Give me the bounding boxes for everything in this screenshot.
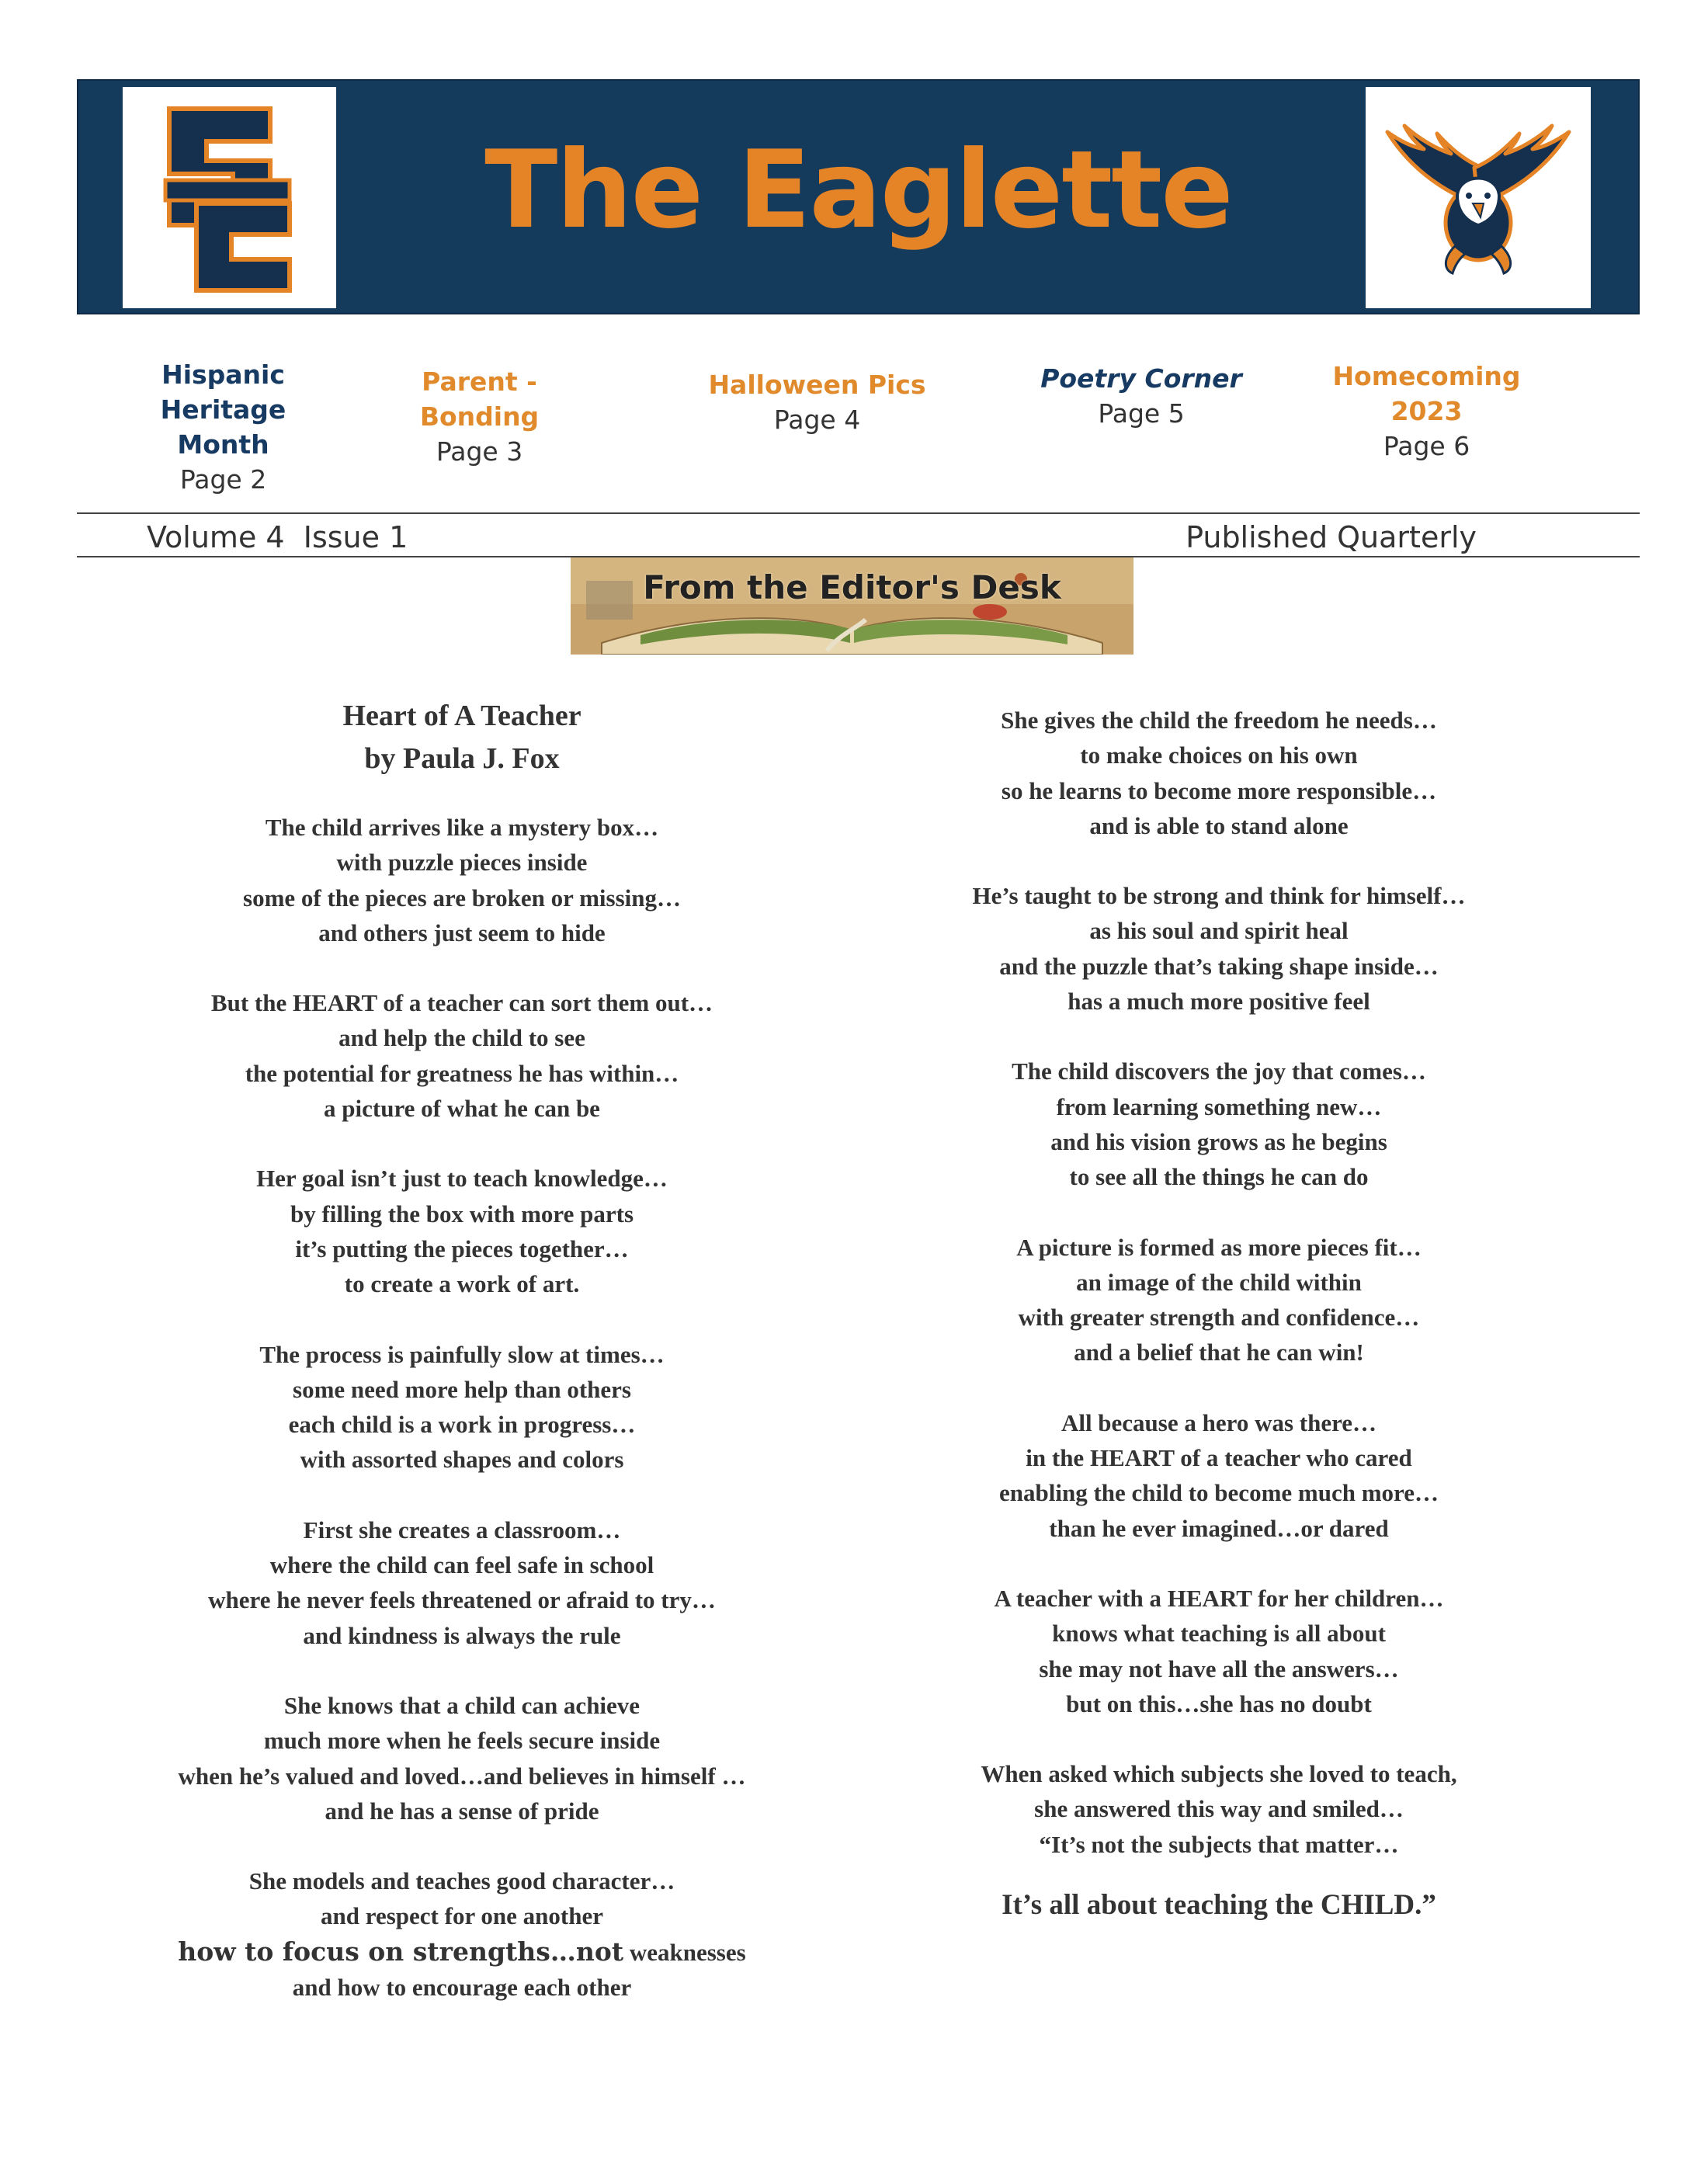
poem-line: “It’s not the subjects that matter… <box>1039 1830 1399 1858</box>
poem-line: from learning something new… <box>1056 1092 1382 1120</box>
poem-line: and is able to stand alone <box>1089 811 1349 839</box>
poem-line: But the HEART of a teacher can sort them out… <box>210 989 713 1017</box>
toc-item-parent-bonding[interactable] <box>365 364 594 469</box>
masthead <box>77 79 1640 314</box>
poem-line: some of the pieces are broken or missing… <box>243 884 681 912</box>
stanza <box>144 1688 780 1828</box>
volume-issue: Volume 4 Issue 1 <box>147 520 408 554</box>
poem-line: with greater strength and confidence… <box>1018 1304 1420 1332</box>
poem-line: and the puzzle that’s taking shape inside… <box>999 952 1439 980</box>
stanza <box>901 1054 1537 1194</box>
poem-line: and how to encourage each other <box>292 1974 632 2002</box>
toc-page: Page 5 <box>1098 398 1185 429</box>
poem-line <box>144 1934 780 1970</box>
poem-line: Her goal isn’t just to teach knowledge… <box>256 1165 668 1193</box>
poem-line: enabling the child to become much more… <box>998 1479 1439 1507</box>
table-of-contents <box>0 357 1708 495</box>
poem-line: with puzzle pieces inside <box>336 849 588 877</box>
newsletter-title: The Eaglette <box>484 127 1232 252</box>
poem-line: The child discovers the joy that comes… <box>1012 1057 1426 1085</box>
poem-line: She models and teaches good character… <box>248 1867 675 1895</box>
divider-top <box>77 512 1640 514</box>
toc-page: Page 4 <box>773 405 861 435</box>
poem-line: with assorted shapes and colors <box>300 1446 624 1474</box>
stanza <box>901 1581 1537 1721</box>
poem-line: The child arrives like a mystery box… <box>265 814 659 841</box>
sc-monogram-logo <box>123 87 336 308</box>
poem-line: A picture is formed as more pieces fit… <box>1016 1233 1422 1261</box>
poem-line: it’s putting the pieces together… <box>295 1235 629 1262</box>
poem-line: some need more help than others <box>293 1375 631 1403</box>
poem-line: All because a hero was there… <box>1061 1408 1377 1436</box>
stanza <box>144 1512 780 1653</box>
banner-title: From the Editor's Desk <box>643 568 1061 606</box>
poem-line: A teacher with a HEART for her children… <box>994 1584 1444 1612</box>
poem-line: and his vision grows as he begins <box>1050 1127 1387 1155</box>
poem-line: much more when he feels secure inside <box>263 1727 661 1755</box>
toc-page: Page 6 <box>1383 431 1470 461</box>
toc-item-homecoming[interactable] <box>1320 359 1533 464</box>
poem-line: to make choices on his own <box>1080 741 1358 769</box>
poem-line: knows what teaching is all about <box>1052 1620 1386 1648</box>
poem-line: When asked which subjects she loved to teach, <box>981 1760 1457 1788</box>
poem-line: an image of the child within <box>1076 1268 1362 1296</box>
issue-info-bar <box>77 517 1640 556</box>
poem-line: as his soul and spirit heal <box>1089 917 1349 945</box>
poem-line: and a belief that he can win! <box>1074 1339 1364 1367</box>
poem-line: and he has a sense of pride <box>325 1797 599 1825</box>
poem-line: She knows that a child can achieve <box>283 1691 640 1719</box>
stanza <box>144 1337 780 1478</box>
poem-line: by filling the box with more parts <box>290 1200 634 1228</box>
toc-title: 2023 <box>1390 396 1463 426</box>
poem-line: and others just seem to hide <box>318 919 606 946</box>
toc-item-halloween-pics[interactable] <box>703 367 932 437</box>
poem-line: The process is painfully slow at times… <box>259 1340 665 1368</box>
poem-line: a picture of what he can be <box>324 1095 600 1123</box>
toc-title: Halloween Pics <box>708 370 926 400</box>
poem-line: He’s taught to be strong and think for himself… <box>972 882 1466 910</box>
stanza <box>901 878 1537 1019</box>
toc-title: Homecoming <box>1332 361 1521 391</box>
poem-closing-line: It’s all about teaching the CHILD.” <box>1002 1889 1436 1922</box>
poem-line: than he ever imagined…or dared <box>1049 1514 1389 1542</box>
toc-title: Parent - Bonding <box>419 366 540 432</box>
poem-line: where he never feels threatened or afraid to try… <box>208 1586 716 1614</box>
poem-line: to see all the things he can do <box>1069 1163 1369 1191</box>
stanza <box>144 1863 780 2005</box>
poem-right-column <box>901 703 1537 1925</box>
toc-item-hispanic-heritage[interactable] <box>116 357 330 497</box>
poem-line: she may not have all the answers… <box>1039 1655 1399 1683</box>
stanza <box>144 985 780 1126</box>
toc-page: Page 3 <box>436 436 523 467</box>
poem-line: She gives the child the freedom he needs… <box>1001 707 1437 734</box>
stanza <box>901 1756 1537 1862</box>
publication-frequency: Published Quarterly <box>1186 520 1477 554</box>
poem-title: Heart of A Teacher <box>342 700 581 732</box>
eagle-mascot-logo <box>1366 87 1591 308</box>
poem-line: and help the child to see <box>338 1024 585 1052</box>
toc-title: Hispanic <box>161 359 285 390</box>
poem-line: to create a work of art. <box>344 1270 580 1298</box>
poem-line: in the HEART of a teacher who cared <box>1026 1444 1412 1472</box>
poem-line: has a much more positive feel <box>1068 988 1370 1016</box>
stanza <box>144 1161 780 1301</box>
stanza <box>144 810 780 950</box>
poem-line: and respect for one another <box>321 1902 603 1930</box>
poem-left-column <box>144 695 780 2040</box>
poem-line: First she creates a classroom… <box>303 1516 621 1544</box>
poem-line: she answered this way and smiled… <box>1034 1795 1404 1823</box>
toc-title: Heritage Month <box>160 394 286 460</box>
stanza <box>901 703 1537 843</box>
poem-line: but on this…she has no doubt <box>1066 1690 1372 1717</box>
editors-desk-banner <box>571 557 1133 655</box>
poem-line-rest: weaknesses <box>623 1938 746 1966</box>
poem-line: the potential for greatness he has within… <box>245 1059 679 1087</box>
poem-line: each child is a work in progress… <box>288 1411 636 1439</box>
toc-title: Poetry Corner <box>1040 363 1242 394</box>
poem-line: so he learns to become more responsible… <box>1001 776 1437 804</box>
stanza <box>901 1405 1537 1546</box>
stanza <box>901 1230 1537 1370</box>
toc-page: Page 2 <box>179 464 267 495</box>
poem-line: where the child can feel safe in school <box>269 1551 654 1579</box>
toc-item-poetry-corner[interactable] <box>1025 361 1258 431</box>
poem-line: when he’s valued and loved…and believes in himself … <box>178 1762 746 1790</box>
poem-author: by Paula J. Fox <box>364 742 560 775</box>
poem-line-emphasis: how to focus on strengths…not <box>178 1936 624 1967</box>
poem-line: and kindness is always the rule <box>303 1621 621 1649</box>
